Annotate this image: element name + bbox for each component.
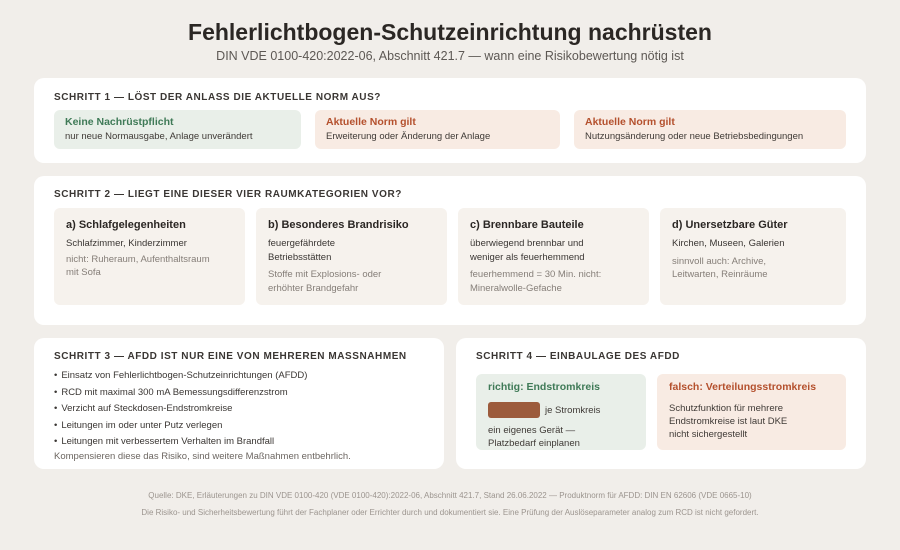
step1-heading: SCHRITT 1 — LÖST DER ANLASS DIE AKTUELLE NORM AUS? — [54, 92, 381, 103]
step1-box-text: nur neue Normausgabe, Anlage unverändert — [65, 131, 253, 142]
measure-item: • Einsatz von Fehlerlichtbogen-Schutzeinrichtungen (AFDD) — [54, 368, 307, 385]
category-note: feuerhemmend = 30 Min. nicht: Mineralwolle-Gefache — [470, 269, 602, 294]
step4-card — [456, 338, 866, 469]
step1-box-title: Keine Nachrüstpflicht — [65, 116, 174, 128]
measures-conclusion: Kompensieren diese das Risiko, sind weitere Maßnahmen entbehrlich. — [54, 451, 351, 462]
correct-placement-title: richtig: Endstromkreis — [488, 381, 601, 393]
step2-card — [34, 176, 866, 325]
step2-heading: SCHRITT 2 — LIEGT EINE DIESER VIER RAUMKATEGORIEN VOR? — [54, 189, 402, 200]
category-fire-risk — [256, 208, 447, 305]
wrong-placement-text: Schutzfunktion für mehrere Endstromkreise ist laut DKE nicht sichergestellt — [669, 403, 788, 440]
category-main: feuergefährdete Betriebsstätten — [268, 238, 336, 263]
category-combustible-parts — [458, 208, 649, 305]
step3-heading: SCHRITT 3 — AFDD IST NUR EINE VON MEHREREN MASSNAHMEN — [54, 351, 407, 362]
footer-source: Quelle: DKE, Erläuterungen zu DIN VDE 0100-420 (VDE 0100-420):2022-06, Abschnitt 421.7, Stand 26.06.2022 — Produktnorm für AFDD: DIN EN 62606 (VDE 0665-10) — [148, 491, 752, 500]
category-main: Kirchen, Museen, Galerien — [672, 238, 785, 249]
step1-box-title: Aktuelle Norm gilt — [585, 116, 675, 128]
step1-box-text: Erweiterung oder Änderung der Anlage — [326, 131, 491, 142]
category-irreplaceable-goods — [660, 208, 846, 305]
step1-box-text: Nutzungsänderung oder neue Betriebsbedingungen — [585, 131, 804, 142]
device-row — [488, 402, 634, 418]
correct-placement-text: ein eigenes Gerät — Platzbedarf einplanen — [488, 425, 580, 449]
category-main: Schlafzimmer, Kinderzimmer — [66, 238, 187, 249]
category-title: a) Schlafgelegenheiten — [66, 219, 186, 231]
category-note: sinnvoll auch: Archive, Leitwarten, Reinräume — [672, 255, 768, 280]
category-sleeping — [54, 208, 245, 305]
device-label: je Stromkreis — [545, 404, 601, 416]
category-note: Stoffe mit Explosions- oder erhöhter Brandgefahr — [268, 269, 382, 294]
step1-box-usage-change — [574, 110, 846, 149]
step1-box-title: Aktuelle Norm gilt — [326, 116, 416, 128]
wrong-placement-box — [657, 374, 846, 450]
measures-list — [54, 368, 307, 451]
category-title: b) Besonderes Brandrisiko — [268, 219, 409, 231]
wrong-placement-title: falsch: Verteilungsstromkreis — [669, 381, 817, 393]
measure-item: • Leitungen im oder unter Putz verlegen — [54, 418, 307, 435]
footer-note: Die Risiko- und Sicherheitsbewertung führt der Fachplaner oder Errichter durch und dokumentiert sie. Eine Prüfung der Auslöseparameter analog zum RCD ist nicht gefordert. — [141, 508, 759, 517]
step4-heading: SCHRITT 4 — EINBAULAGE DES AFDD — [476, 351, 680, 362]
afdd-device-block — [488, 402, 540, 418]
page-title: Fehlerlichtbogen-Schutzeinrichtung nachrüsten — [188, 19, 712, 45]
step3-card — [34, 338, 444, 469]
correct-placement-box — [476, 374, 646, 450]
category-title: d) Unersetzbare Güter — [672, 219, 788, 231]
category-title: c) Brennbare Bauteile — [470, 219, 584, 231]
step1-box-no-obligation — [54, 110, 301, 149]
category-main: überwiegend brennbar und weniger als feuerhemmend — [470, 238, 585, 263]
measure-item: • Verzicht auf Steckdosen-Endstromkreise — [54, 401, 307, 418]
page-subtitle: DIN VDE 0100-420:2022-06, Abschnitt 421.7 — wann eine Risikobewertung nötig ist — [216, 49, 684, 63]
measure-item: • RCD mit maximal 300 mA Bemessungsdifferenzstrom — [54, 385, 307, 402]
step1-card — [34, 78, 866, 163]
category-note: nicht: Ruheraum, Aufenthaltsraum mit Sofa — [66, 253, 210, 278]
measure-item: • Leitungen mit verbessertem Verhalten im Brandfall — [54, 434, 307, 451]
step1-box-extension — [315, 110, 560, 149]
